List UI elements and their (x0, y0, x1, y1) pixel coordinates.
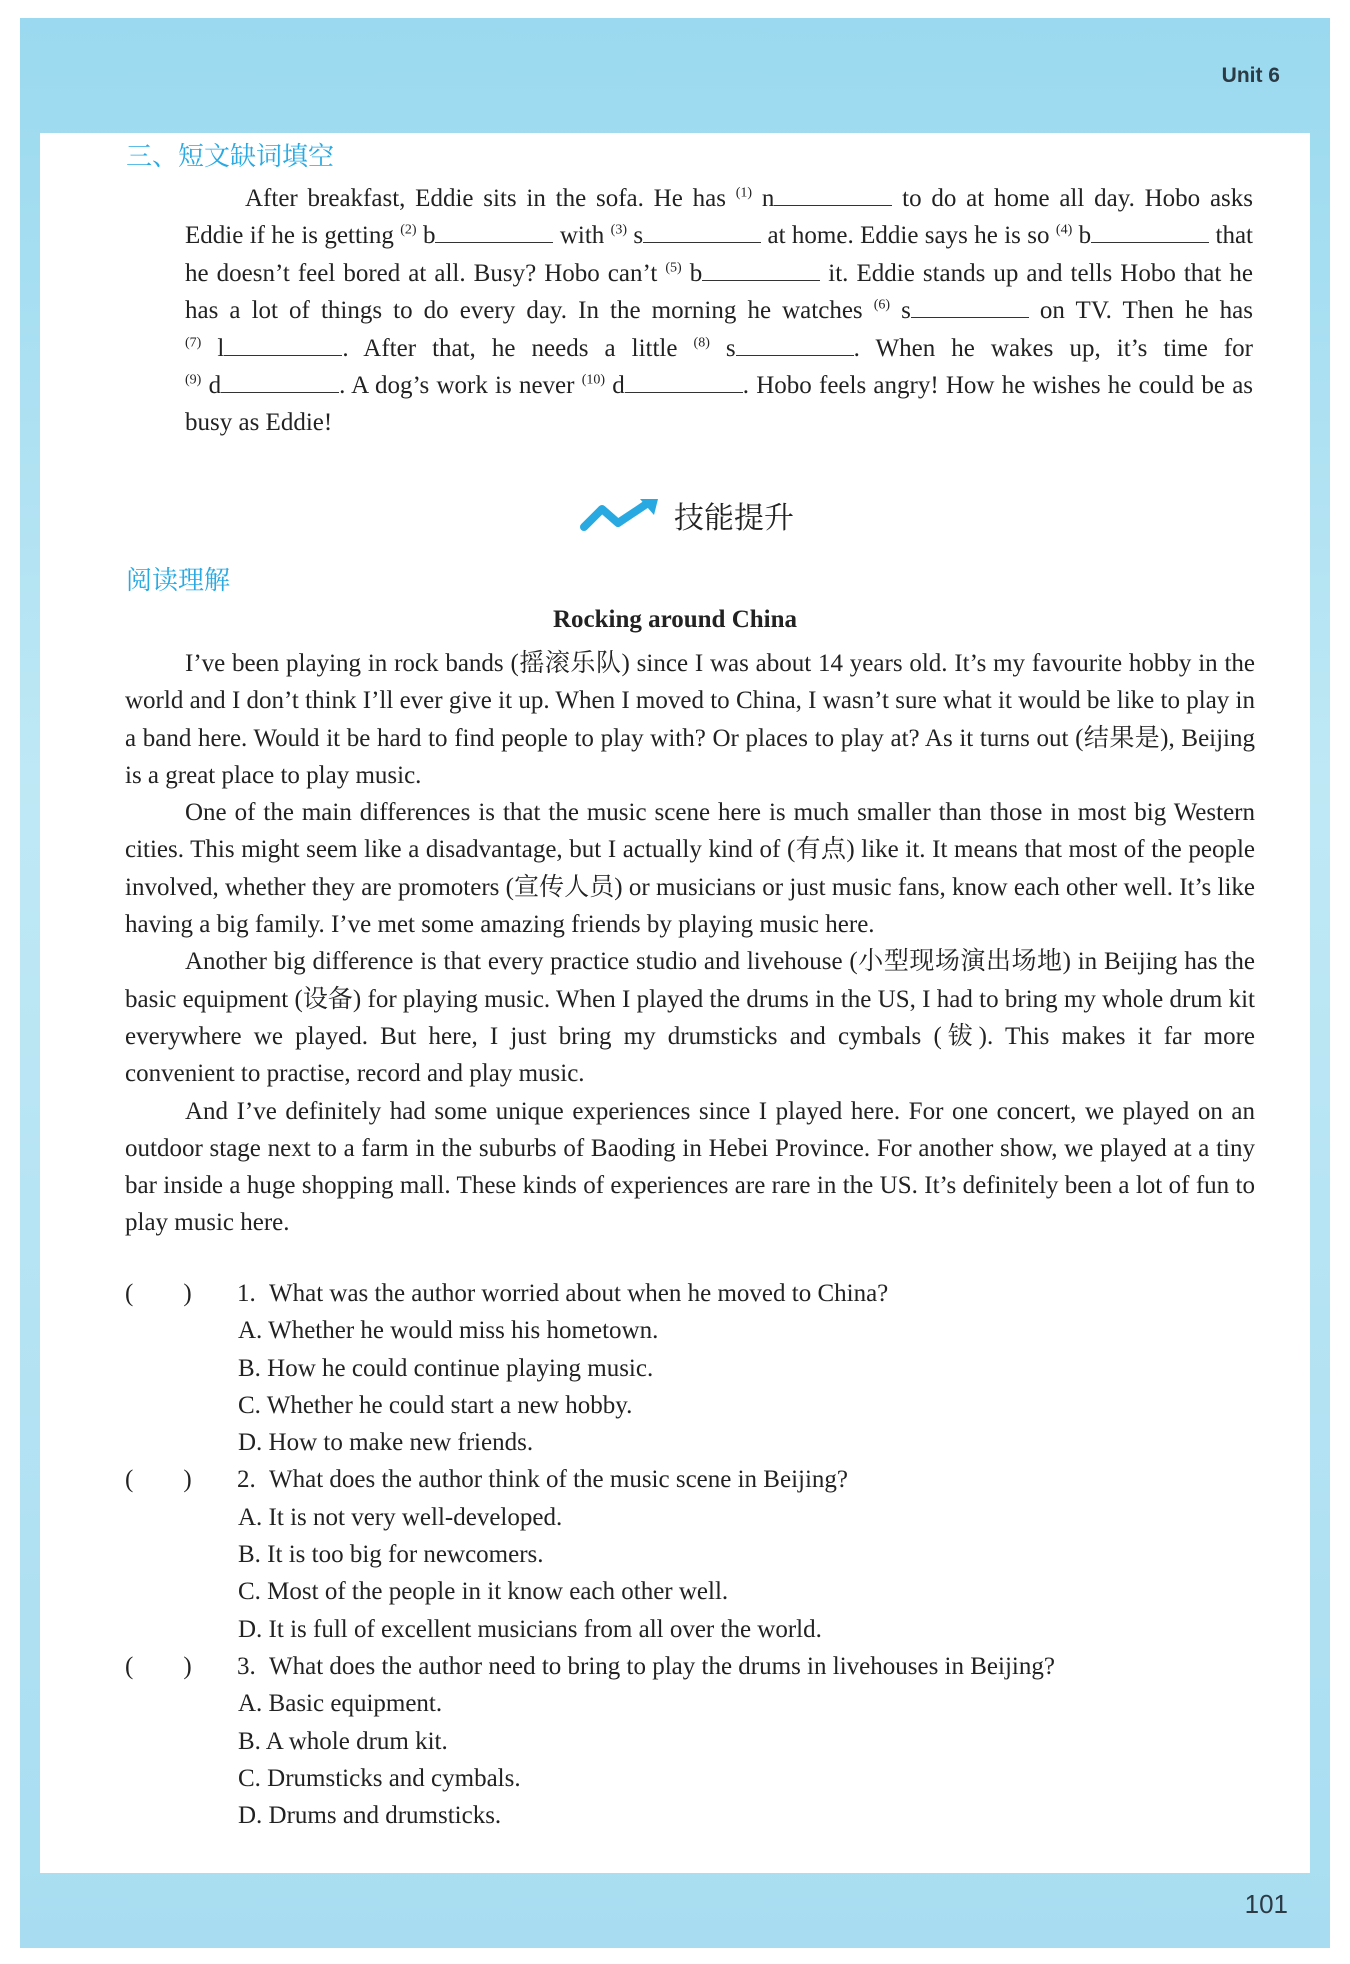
blank-number: (7) (185, 335, 202, 351)
cloze-blank-item (400, 222, 553, 249)
blank-initial-letter: n (761, 185, 775, 212)
question-number: 3. (237, 1652, 256, 1680)
article-paragraph: I’ve been playing in rock bands (摇滚乐队) since I was about 14 years old. It’s my favourite hobby in the world and I don’t think I’ll ever give it up. When I moved to China, I wasn’t sure what it would be like to play in a band here. Would it be hard to find people to play with? Or places to play at? As it turns out (结果是), Beijing is a great place to play music. (125, 650, 1255, 789)
cloze-blank-item (1056, 222, 1209, 249)
blank-initial-letter: s (633, 222, 644, 250)
blank-number: (3) (610, 223, 627, 239)
cloze-blank-item (185, 372, 339, 399)
cloze-text: that he doesn’t feel bored at all. Busy? Hobo can’t (185, 222, 1253, 287)
cloze-blank-item (694, 335, 854, 362)
blank-number: (4) (1055, 223, 1073, 239)
blank-initial-letter: d (208, 372, 222, 400)
answer-option: A. Whether he would miss his hometown. (238, 1317, 659, 1345)
cloze-passage (185, 180, 1253, 442)
answer-blank[interactable] (911, 293, 1029, 318)
skill-section-banner (580, 490, 794, 540)
answer-option: D. Drums and drumsticks. (238, 1802, 502, 1830)
blank-number: (9) (185, 372, 202, 388)
answer-blank[interactable] (224, 331, 342, 356)
question-row (125, 1648, 1255, 1685)
answer-option: C. Most of the people in it know each other well. (238, 1578, 729, 1606)
question-number: 2. (237, 1466, 256, 1494)
article-paragraph: Another big difference is that every practice studio and livehouse (小型现场演出场地) in Beijing has the basic equipment (设备) for playing music. When I played the drums in the US, I had to bring my whole drum kit everywhere we played. But here, I just bring my drumsticks and cymbals (钹). This makes it far more convenient to practise, record and play music. (125, 948, 1255, 1088)
cloze-blank-item (665, 260, 820, 287)
cloze-text: it. Eddie stands up and tells Hobo that he has a lot of things to do every day. In the morning he watches (185, 259, 1253, 325)
blank-initial-letter: d (612, 372, 625, 400)
cloze-blank-item (874, 297, 1029, 324)
blank-number: (8) (693, 335, 710, 351)
answer-blank[interactable] (1091, 218, 1209, 243)
blank-number: (5) (665, 260, 682, 276)
answer-blank[interactable] (643, 218, 761, 243)
cloze-text: . After that, he needs a little (342, 334, 694, 362)
question-text: What was the author worried about when he moved to China? (269, 1280, 889, 1307)
question-text: What does the author think of the music scene in Beijing? (269, 1466, 849, 1494)
cloze-text: . When he wakes up, it’s time for (853, 334, 1254, 362)
cloze-blank-item (582, 372, 743, 399)
answer-option: B. How he could continue playing music. (238, 1354, 654, 1382)
trend-up-icon (580, 497, 660, 533)
unit-label: Unit 6 (1221, 64, 1280, 87)
answer-option: A. It is not very well-developed. (238, 1503, 563, 1531)
answer-blank[interactable] (736, 331, 854, 356)
blank-number: (10) (581, 372, 606, 388)
blank-initial-letter: b (1078, 222, 1092, 250)
blank-initial-letter: s (901, 297, 911, 325)
blank-number: (2) (400, 223, 417, 239)
answer-blank[interactable] (625, 368, 743, 393)
article-body (125, 645, 1255, 1242)
question-text: What does the author need to bring to play the drums in livehouses in Beijing? (269, 1652, 1055, 1680)
cloze-text: to do at home all day. Hobo asks Eddie if he is getting (185, 185, 1254, 250)
article-title: Rocking around China (552, 606, 798, 633)
cloze-blank-item (736, 185, 893, 212)
answer-option: B. A whole drum kit. (238, 1727, 448, 1755)
cloze-text: on TV. Then he has (1028, 297, 1253, 325)
answer-option: B. It is too big for newcomers. (238, 1541, 544, 1569)
cloze-text: . Hobo feels angry! How he wishes he could be as busy as Eddie! (185, 372, 1254, 437)
answer-bracket[interactable]: ( ) (125, 1652, 192, 1680)
cloze-text: at home. Eddie says he is so (761, 222, 1056, 250)
cloze-text: . A dog’s work is never (339, 372, 582, 400)
question-row (125, 1461, 1255, 1498)
answer-option: C. Drumsticks and cymbals. (238, 1764, 521, 1792)
answer-option: A. Basic equipment. (238, 1690, 443, 1718)
blank-initial-letter: b (689, 259, 703, 287)
answer-blank[interactable] (774, 181, 892, 206)
cloze-text: After breakfast, Eddie sits in the sofa. He has (245, 185, 736, 212)
answer-option: D. It is full of excellent musicians from all over the world. (238, 1615, 822, 1643)
cloze-heading: 三、短文缺词填空 (126, 142, 335, 172)
blank-number: (6) (873, 297, 891, 313)
question-number: 1. (237, 1280, 256, 1307)
answer-bracket[interactable]: ( ) (125, 1466, 192, 1494)
skill-section-title: 技能提升 (674, 501, 794, 536)
answer-blank[interactable] (702, 256, 820, 281)
page-number: 101 (1244, 1889, 1288, 1919)
cloze-blank-item (185, 335, 342, 362)
cloze-text: with (553, 222, 611, 250)
answer-blank[interactable] (221, 368, 339, 393)
answer-option: D. How to make new friends. (238, 1429, 534, 1457)
cloze-blank-item (611, 222, 761, 249)
question-row (125, 1275, 1255, 1312)
answer-blank[interactable] (435, 218, 553, 243)
answer-option: C. Whether he could start a new hobby. (238, 1391, 633, 1419)
blank-initial-letter: b (422, 222, 436, 250)
blank-number: (1) (735, 185, 753, 201)
reading-heading: 阅读理解 (126, 566, 231, 596)
blank-initial-letter: l (217, 334, 225, 362)
article-paragraph: One of the main differences is that the music scene here is much smaller than those in most big Western cities. This might seem like a disadvantage, but I actually kind of (有点) like it. It means that most of the people involved, whether they are promoters (宣传人员) or musicians or just music fans, know each other well. It’s like having a big family. I’ve met some amazing friends by playing music here. (125, 799, 1255, 939)
article-paragraph: And I’ve definitely had some unique experiences since I played here. For one concert, we played on an outdoor stage next to a farm in the suburbs of Baoding in Hebei Province. For another show, we played at a tiny bar inside a huge shopping mall. These kinds of experiences are rare in the US. It’s definitely been a lot of fun to play music here. (125, 1097, 1255, 1237)
blank-initial-letter: s (725, 334, 736, 362)
question-list (125, 1275, 1255, 1834)
answer-bracket[interactable]: ( ) (125, 1280, 192, 1307)
